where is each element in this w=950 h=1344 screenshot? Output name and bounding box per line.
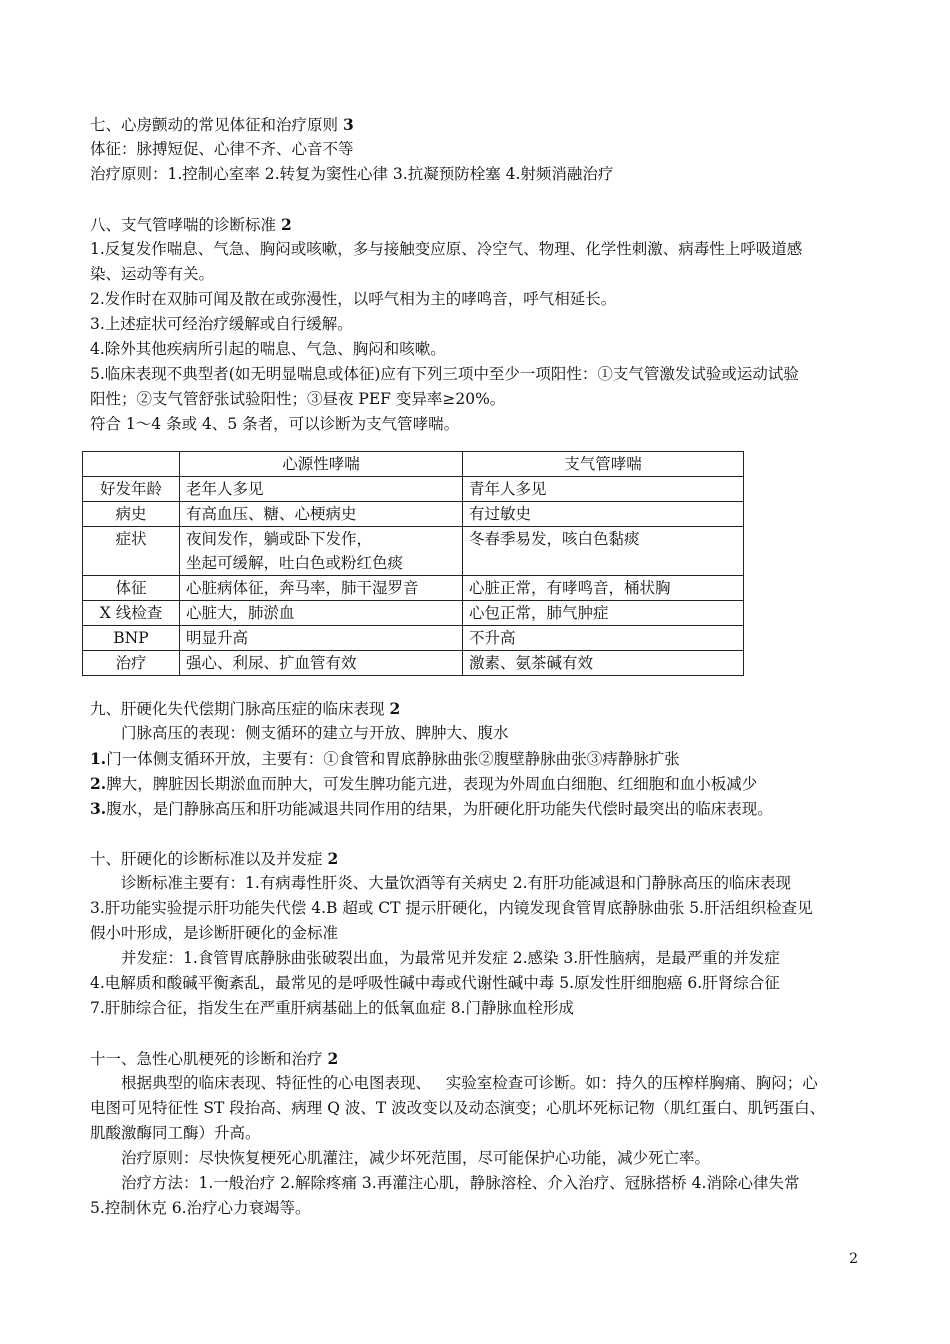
- score: 2: [327, 849, 339, 868]
- row-label: 治疗: [83, 651, 180, 676]
- table-row: [83, 527, 744, 576]
- table-header: 支气管哮喘: [463, 452, 744, 477]
- text-line: 7.肝肺综合征，指发生在严重肝病基础上的低氧血症 8.门静脉血栓形成: [90, 999, 575, 1017]
- table-cell: 有过敏史: [463, 502, 744, 527]
- section-heading: [90, 846, 870, 871]
- heading-text: 八、支气管哮喘的诊断标准: [90, 216, 277, 234]
- text-line: 4.电解质和酸碱平衡紊乱，最常见的是呼吸性碱中毒或代谢性碱中毒 5.原发性肝细胞癌 6.肝肾综合征: [90, 974, 780, 992]
- section-heading: [90, 696, 870, 721]
- row-label: X 线检查: [83, 601, 180, 626]
- row-label: 症状: [83, 527, 180, 576]
- text-line: 治疗方法：1.一般治疗 2.解除疼痛 3.再灌注心肌，静脉溶栓、介入治疗、冠脉搭桥 4.消除心律失常: [121, 1174, 800, 1192]
- text-line: 假小叶形成，是诊断肝硬化的金标准: [90, 924, 339, 942]
- table-cell: 有高血压、糖、心梗病史: [180, 502, 463, 527]
- row-label: 病史: [83, 502, 180, 527]
- row-label: BNP: [83, 626, 180, 651]
- table-cell: 心包正常，肺气肿症: [463, 601, 744, 626]
- section-heading: [90, 1046, 870, 1071]
- text-line: 电图可见特征性 ST 段抬高、病理 Q 波、T 波改变以及动态演变；心肌坏死标记物（肌红蛋白、肌钙蛋白、: [90, 1099, 826, 1117]
- table-cell: 冬春季易发，咳白色黏痰: [463, 527, 744, 576]
- list-item: [90, 771, 870, 796]
- text-line: 染、运动等有关。: [90, 265, 215, 283]
- page-number: 2: [849, 1251, 858, 1267]
- table-cell: 心脏病体征，奔马率，肺干湿罗音: [180, 576, 463, 601]
- text-line: 4.除外其他疾病所引起的喘息、气急、胸闷和咳嗽。: [90, 340, 446, 358]
- comparison-table: [82, 451, 744, 676]
- table-header: [83, 452, 180, 477]
- table-row: [83, 576, 744, 601]
- list-item: [90, 746, 870, 771]
- document-page: [90, 112, 870, 1221]
- table-row: [83, 626, 744, 651]
- table-cell: 激素、氨茶碱有效: [463, 651, 744, 676]
- row-label: 体征: [83, 576, 180, 601]
- table-row: [83, 601, 744, 626]
- text-line: 符合 1～4 条或 4、5 条者，可以诊断为支气管哮喘。: [90, 415, 460, 433]
- item-number: 2.: [90, 774, 107, 793]
- item-text: 门一体侧支循环开放，主要有：①食管和胃底静脉曲张②腹壁静脉曲张③痔静脉扩张: [106, 750, 680, 768]
- text-line: 门脉高压的表现：侧支循环的建立与开放、脾肿大、腹水: [121, 724, 509, 742]
- section-heading: [90, 112, 870, 137]
- item-text: 脾大，脾脏因长期淤血而肿大，可发生脾功能亢进，表现为外周血白细胞、红细胞和血小板减少: [106, 775, 758, 793]
- text-line: 治疗原则：1.控制心室率 2.转复为窦性心律 3.抗凝预防栓塞 4.射频消融治疗: [90, 165, 614, 183]
- text-line: 阳性；②支气管舒张试验阳性；③昼夜 PEF 变异率≥20%。: [90, 390, 506, 408]
- text-line: 1.反复发作喘息、气急、胸闷或咳嗽，多与接触变应原、冷空气、物理、化学性刺激、病毒性上呼吸道感: [90, 240, 803, 258]
- text-line: 体征：脉搏短促、心律不齐、心音不等: [90, 140, 354, 158]
- cell-line: 夜间发作，躺或卧下发作，: [186, 530, 373, 548]
- table-cell: 老年人多见: [180, 477, 463, 502]
- heading-text: 九、肝硬化失代偿期门脉高压症的临床表现: [90, 700, 385, 718]
- score: 3: [342, 115, 354, 134]
- table-row: [83, 477, 744, 502]
- table-row: [83, 651, 744, 676]
- score: 2: [389, 699, 401, 718]
- text-line: 5.临床表现不典型者(如无明显喘息或体征)应有下列三项中至少一项阳性：①支气管激发试验或运动试验: [90, 365, 799, 383]
- text-line: 根据典型的临床表现、特征性的心电图表现、 实验室检查可诊断。如：持久的压榨样胸痛、胸闷；心: [121, 1074, 818, 1092]
- item-number: 1.: [90, 749, 107, 768]
- item-text: 腹水，是门静脉高压和肝功能减退共同作用的结果，为肝硬化肝功能失代偿时最突出的临床表现。: [106, 800, 773, 818]
- text-line: 5.控制休克 6.治疗心力衰竭等。: [90, 1199, 311, 1217]
- score: 2: [280, 215, 292, 234]
- table-header: 心源性哮喘: [180, 452, 463, 477]
- text-line: 3.上述症状可经治疗缓解或自行缓解。: [90, 315, 353, 333]
- section-heading: [90, 212, 870, 237]
- text-line: 诊断标准主要有：1.有病毒性肝炎、大量饮酒等有关病史 2.有肝功能减退和门静脉高压的临床表现: [121, 874, 792, 892]
- table-cell: 心脏正常，有哮鸣音，桶状胸: [463, 576, 744, 601]
- cell-line: 坐起可缓解，吐白色或粉红色痰: [186, 554, 404, 572]
- text-line: 治疗原则：尽快恢复梗死心肌灌注，减少坏死范围，尽可能保护心功能，减少死亡率。: [121, 1149, 711, 1167]
- table-cell: 不升高: [463, 626, 744, 651]
- list-item: [90, 796, 870, 821]
- table-header-row: [83, 452, 744, 477]
- table-cell: [180, 527, 463, 576]
- table-cell: 强心、利尿、扩血管有效: [180, 651, 463, 676]
- text-line: 肌酸激酶同工酶）升高。: [90, 1124, 261, 1142]
- heading-text: 十一、急性心肌梗死的诊断和治疗: [90, 1050, 323, 1068]
- text-line: 2.发作时在双肺可闻及散在或弥漫性，以呼气相为主的哮鸣音，呼气相延长。: [90, 290, 617, 308]
- table-cell: 心脏大，肺淤血: [180, 601, 463, 626]
- table-cell: 明显升高: [180, 626, 463, 651]
- table-row: [83, 502, 744, 527]
- table-cell: 青年人多见: [463, 477, 744, 502]
- text-line: 3.肝功能实验提示肝功能失代偿 4.B 超或 CT 提示肝硬化，内镜发现食管胃底静脉曲张 5.肝活组织检查见: [90, 899, 813, 917]
- item-number: 3.: [90, 799, 107, 818]
- row-label: 好发年龄: [83, 477, 180, 502]
- heading-text: 十、肝硬化的诊断标准以及并发症: [90, 850, 323, 868]
- text-line: 并发症：1.食管胃底静脉曲张破裂出血，为最常见并发症 2.感染 3.肝性脑病，是最严重的并发症: [121, 949, 780, 967]
- score: 2: [327, 1049, 339, 1068]
- heading-text: 七、心房颤动的常见体征和治疗原则: [90, 116, 339, 134]
